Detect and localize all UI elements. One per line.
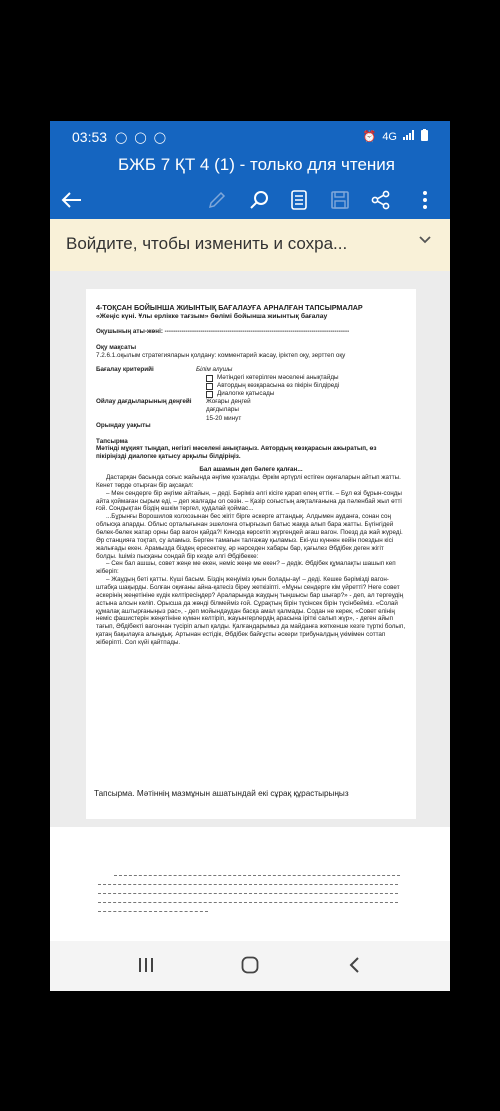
sign-in-banner[interactable] [50,219,450,271]
criterion-item [206,382,406,390]
share-icon[interactable] [368,187,394,213]
answer-line [98,884,398,885]
answer-line [98,902,398,903]
answer-line [98,911,208,912]
goal-text: 7.2.6.1.оқылым стратегияларын қолдану: комментарий жасау, іріктеп оқу, зерттеп оқу [96,352,346,360]
answer-line [114,875,400,876]
sign-in-banner-text: Войдите, чтобы изменить и сохра... [66,234,348,253]
time-label: Орындау уақыты [96,421,151,429]
home-icon[interactable] [241,956,259,979]
document-page-1 [86,289,416,819]
chevron-down-icon[interactable] [418,233,432,252]
learner-label: Білім алушы [196,366,233,374]
story-paragraph: ...Бұрынғы Ворошилов колхозынан бес жігіт бірге әскерге аттандық. Алдымен ауданға, сонан соң облысқа апарды. Облыс орталығынан эшелонға отырғызып батыс жаққа алып бара жатты. Бүгінгідей бөлек-бөлек жатар орны бар вагон қайда?! Кинода көрсетіп жүргендей ағаш вагон. Поезд да жай жүреді. Әр станцияға тоқтап, су аламыз. Берген тамағын талғажау қыламыз. Екі-үш күннен кейін поездын кісі жалығады екен. Арамызда біздең ересектеу, әр нәрседен хабары бар, қағылез Әбдібек деген жігіт болды. Ішіміз пысқаны сондай бір кезде әлгі Әбдібекке: [96,513,403,560]
story-paragraph: – Сен бал ашшы, совет жеңе ме екен, неміс жеңе ме екен? – дедік. Әбдібек құмалақты шашып кеп жіберіп: [96,560,396,576]
criterion-text: Мәтіндегі көтерілген мәселені анықтайды [217,373,339,381]
search-icon[interactable] [246,187,272,213]
notification-icons: ◯ ◯ ◯ [115,131,169,144]
task-text: Мәтінді мұқият тыңдап, негізгі мәселені анықтаңыз. Автордың көзқарасын ажыратып, өз пікіріңізді диалогке қатысу арқылы білдіріңіз. [96,445,377,461]
checkbox-icon [206,383,213,390]
level-value: Жоғары деңгей дағдылары [206,397,251,413]
answer-line [98,893,398,894]
task-2-text: Тапсырма. Мәтіннің мазмұнын ашатындай екі сұрақ құрастырыңыз [94,789,349,798]
status-bar [50,121,450,153]
task-label: Тапсырма [96,437,128,445]
time-value: 15-20 минут [206,414,242,422]
criteria-list [196,366,406,398]
status-time: 03:53 [72,129,108,145]
pen-icon[interactable] [204,187,230,213]
story-paragraph: – Мен сендерге бір әңгіме айтайын, – деді. Бәріміз әлгі кісіге қарап елең еттік. – Бұл өзі бұрын-соңды айта қоймаған сырым еді, – деп жалғады ол сөзін. – Қазір соғыстың аяқталғанына да пәленбай жыл өтті ғой. Сондықтан біздің өшкім тергел, қудалай қоймас... [96,489,402,513]
doc-heading: 4-ТОҚСАН БОЙЫНША ЖИЫНТЫҚ БАҒАЛАУҒА АРНАЛҒАН ТАПСЫРМАЛАР [96,303,363,312]
doc-subheading: «Жеңіс күні. Ұлы ерлікке тағзым» бөлімі бойынша жиынтық бағалау [96,313,328,320]
story-title: Бал ашамын деп бәлеге қалған... [199,466,303,474]
signal-icon [403,130,415,143]
checkbox-icon [206,391,213,398]
battery-icon [421,129,428,144]
document-body [96,303,406,647]
criterion-item [206,374,406,382]
back-icon[interactable] [348,956,360,979]
story-paragraph: – Жаудың беті қатты. Күші басым. Біздің жеңуіміз қиын болады-ау! – деді. Кешке бәрімізді вагон-штабқа шақырды. Болған оқиғаны айна-қатесіз біреу жеткізіпті. «Мұны сендерге кім үйретті? Неге совет әскерінің жеңетініне күдік келтіресіңдер? Араларыңда жаудың тыңшысы бар шығар?» - деп, ал тергеудің астына алсын келіп. Орысша да жөнді білмейміз ғой. Сұрақтың бірін түсінсек бірін түсінбейміз. «Солай құмалақ аштырғаныңыз рас», - деп мойындаудан басқа амал қалмады. Содан не керек, «Совет елінің неміс фашистерін жеңетініне күмән келтіріп, жауынгерлердің арасына іріткі салып жүр», - деген айып тағып, Әбдібекті вагоннан түсіріп алып қалды. Қалғандарымыз да майданға жеткенше кезге түрткі болып, қатаң бақылауға алыңдық. Артынан естідік, Әбдібек байғұсты әскери трибуналдың үкімімен соттап жіберіпті. Сол күйі қайтпады. [96,576,406,646]
alarm-icon: ⏰ [362,131,377,143]
story-paragraph: Дастарқан басында соғыс жайында әңгіме қозғалды. Әркім әртүрлі естіген оқиғаларын айтып жатты. Кенет төрде отырған бір ақсақал: [96,473,401,489]
reading-view-icon[interactable] [286,187,312,213]
level-label: Ойлау дағдыларының деңгейі [96,397,192,405]
title-bar [50,153,450,181]
criteria-label: Бағалау критерийі [96,366,154,374]
document-page-2 [50,827,450,942]
toolbar [50,181,450,219]
goal-label: Оқу мақсаты [96,344,137,352]
criterion-item [206,390,406,398]
recent-apps-icon[interactable] [138,957,154,978]
criterion-text: Диалогке қатысады [217,389,275,397]
checkbox-icon [206,375,213,382]
criteria-table [96,366,406,429]
navigation-bar [50,941,450,991]
save-icon[interactable] [327,187,353,213]
phone-screen [50,121,450,991]
back-arrow-icon[interactable] [58,187,84,213]
more-icon[interactable] [412,187,438,213]
student-name-line: Оқушының аты-жөні: ---------------------------------------------------------------------------------------- [96,328,350,336]
document-title: БЖБ 7 ҚТ 4 (1) - только для чтения [118,155,396,174]
criterion-text: Автордың көзқарасына өз пікірін білдіреді [217,381,340,389]
status-right [363,129,428,144]
network-label: 4G [382,130,397,143]
